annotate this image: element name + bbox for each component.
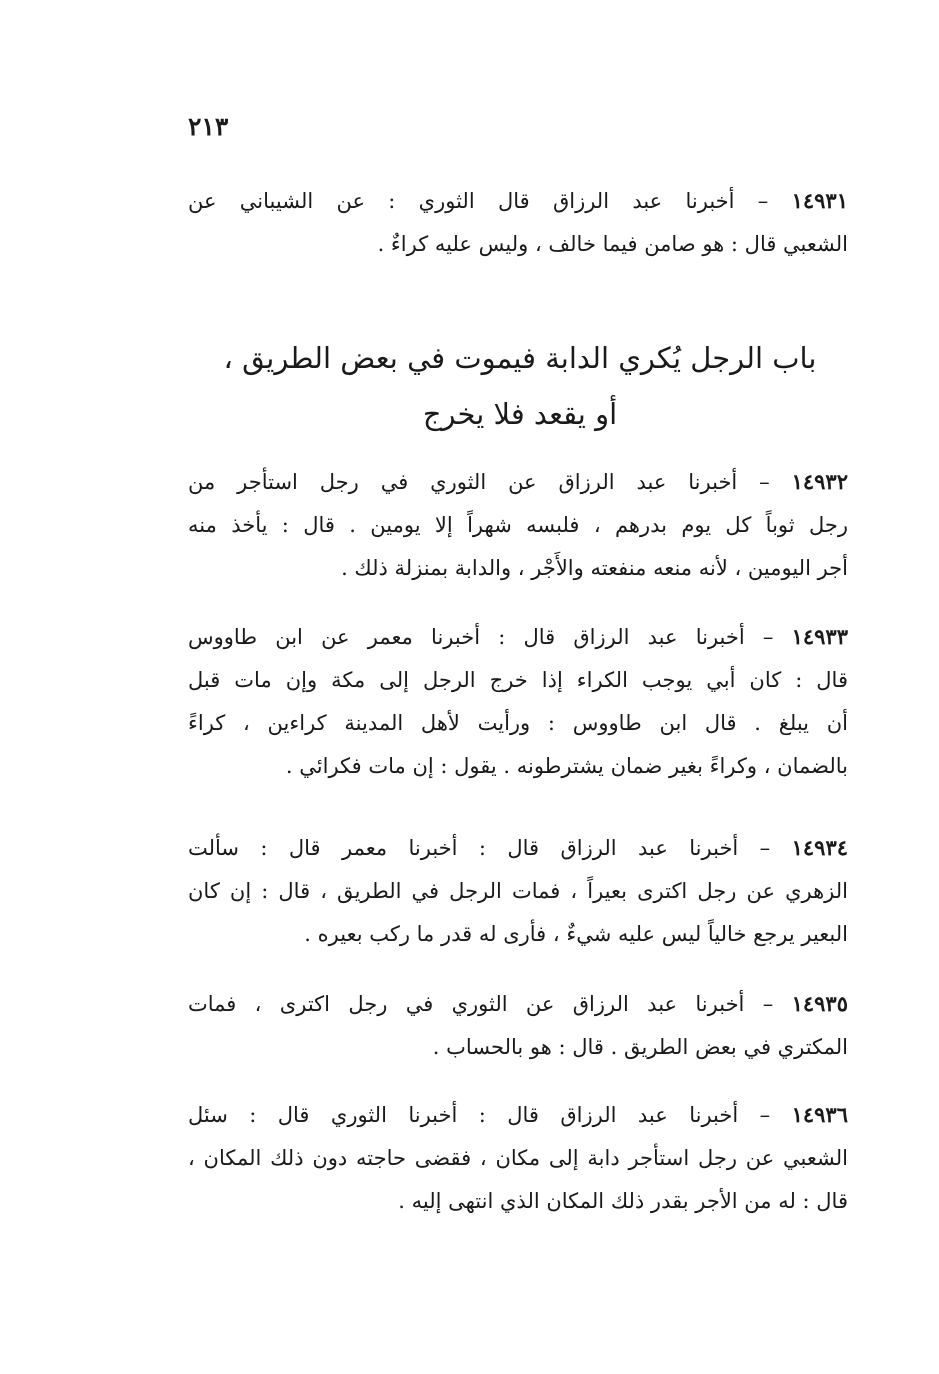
entry-line: الشعبي عن رجل استأجر دابة إلى مكان ، فقضى حاجته دون ذلك المكان ، [188,1146,848,1170]
entry-line: الشعبي قال : هو صامن فيما خالف ، وليس عليه كراءٌ . [377,232,848,256]
entry-line [188,460,848,504]
entry-line: قال : كان أبي يوجب الكراء إذا خرج الرجل إلى مكة وإن مات قبل [188,668,848,692]
entry-line: رجل ثوباً كل يوم بدرهم ، فلبسه شهراً إلا يومين . قال : يأخذ منه [188,513,848,537]
entry-number: ١٤٩٣٢ [791,469,848,494]
entry-text: – أخبرنا عبد الرزاق قال : أخبرنا معمر قال : سألت [188,836,771,860]
entry-line [188,982,848,1026]
hadith-entry-14934 [188,826,848,956]
entry-text: – أخبرنا عبد الرزاق عن الثوري في رجل اكترى ، فمات [188,992,774,1016]
chapter-title-line-2: أو يقعد فلا يخرج [422,397,618,431]
chapter-title-line-1: باب الرجل يُكري الدابة فيموت في بعض الطريق ، [223,341,817,375]
hadith-entry-14933 [188,615,848,788]
entry-line [188,615,848,659]
entry-text: – أخبرنا عبد الرزاق عن الثوري في رجل استأجر من [188,470,770,494]
entry-text: – أخبرنا عبد الرزاق قال : أخبرنا معمر عن ابن طاووس [188,625,774,649]
entry-line: بالضمان ، وكراءً بغير ضمان يشترطونه . يقول : إن مات فكرائي . [285,754,848,778]
hadith-entry-14935 [188,982,848,1069]
chapter-heading [160,330,880,442]
entry-line [188,179,848,223]
entry-line: أجر اليومين ، لأنه منعه منفعته والأَجْر ، والدابة بمنزلة ذلك . [341,556,848,580]
entry-line [188,1093,848,1137]
entry-text: – أخبرنا عبد الرزاق قال : أخبرنا الثوري قال : سئل [188,1103,771,1127]
entry-line: البعير يرجع خالياً ليس عليه شيءٌ ، فأرى له قدر ما ركب بعيره . [304,922,848,946]
entry-line: أن يبلغ . قال ابن طاووس : ورأيت لأهل المدينة كراءين ، كراءً [188,711,848,735]
entry-line: المكتري في بعض الطريق . قال : هو بالحساب . [432,1035,848,1059]
entry-text: – أخبرنا عبد الرزاق قال الثوري : عن الشيباني عن [188,189,769,213]
entry-number: ١٤٩٣٦ [791,1102,848,1127]
hadith-entry-14932 [188,460,848,590]
entry-number: ١٤٩٣١ [791,188,848,213]
entry-number: ١٤٩٣٤ [791,835,849,860]
page-number: ٢١٣ [188,112,229,141]
entry-line: قال : له من الأجر بقدر ذلك المكان الذي انتهى إليه . [398,1189,848,1213]
entry-line [188,826,848,870]
entry-number: ١٤٩٣٥ [791,991,848,1016]
hadith-entry-14936 [188,1093,848,1223]
hadith-entry-14931 [188,179,848,266]
entry-number: ١٤٩٣٣ [791,624,848,649]
entry-line: الزهري عن رجل اكترى بعيراً ، فمات الرجل في الطريق ، قال : إن كان [188,879,848,903]
